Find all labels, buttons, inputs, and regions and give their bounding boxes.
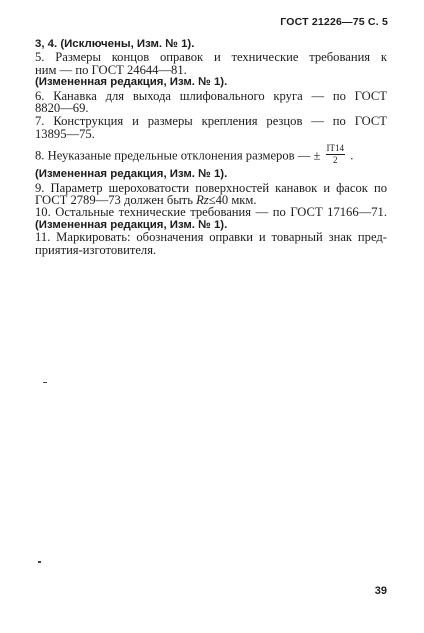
item-5-note: (Измененная редакция, Изм. № 1). bbox=[35, 76, 228, 89]
document-header: ГОСТ 21226—75 С. 5 bbox=[280, 16, 388, 28]
page-number: 39 bbox=[374, 585, 387, 597]
scan-mark bbox=[43, 382, 47, 383]
item-6-line-1: 6. Канавка для выхода шлифовального круга — по ГОСТ bbox=[35, 88, 387, 103]
item-10-line-1: 10. Остальные технические требования — по ГОСТ 17166—71. bbox=[35, 205, 387, 220]
item-6-line-2: 8820—69. bbox=[35, 101, 89, 116]
fraction-numerator: IT14 bbox=[326, 143, 345, 154]
item-5-line-1: 5. Размеры концов оправок и технические требования к bbox=[35, 50, 387, 65]
item-8-text: 8. Неуказаные предельные отклонения размеров — ± bbox=[35, 148, 321, 163]
tolerance-fraction bbox=[326, 144, 346, 165]
document-body bbox=[35, 38, 387, 256]
item-3-4: 3, 4. (Исключены, Изм. № 1). bbox=[35, 38, 195, 50]
roughness-symbol: Rz bbox=[196, 193, 209, 208]
item-9-text-a: ГОСТ 2789—73 должен быть bbox=[35, 193, 197, 208]
item-9-line-1: 9. Параметр шероховатости поверхностей канавок и фасок по bbox=[35, 180, 387, 195]
item-8 bbox=[35, 143, 387, 166]
item-7-line-1: 7. Конструкция и размеры крепления резцов — по ГОСТ bbox=[35, 114, 387, 129]
item-9-text-b: ≤40 мкм. bbox=[208, 193, 257, 208]
fraction-denominator: 2 bbox=[333, 155, 338, 166]
item-7-line-2: 13895—75. bbox=[35, 126, 95, 141]
scan-mark bbox=[38, 561, 41, 563]
item-8-note: (Измененная редакция, Изм. № 1). bbox=[35, 168, 228, 181]
item-5-line-2: ним — по ГОСТ 24644—81. bbox=[35, 62, 187, 77]
item-10-note: (Измененная редакция, Изм. № 1). bbox=[35, 218, 228, 231]
item-11-line-1: 11. Маркировать: обозначения оправки и товарный знак пред- bbox=[35, 230, 387, 245]
item-8-end: . bbox=[350, 148, 354, 163]
item-11-line-2: приятия-изготовителя. bbox=[35, 242, 157, 257]
